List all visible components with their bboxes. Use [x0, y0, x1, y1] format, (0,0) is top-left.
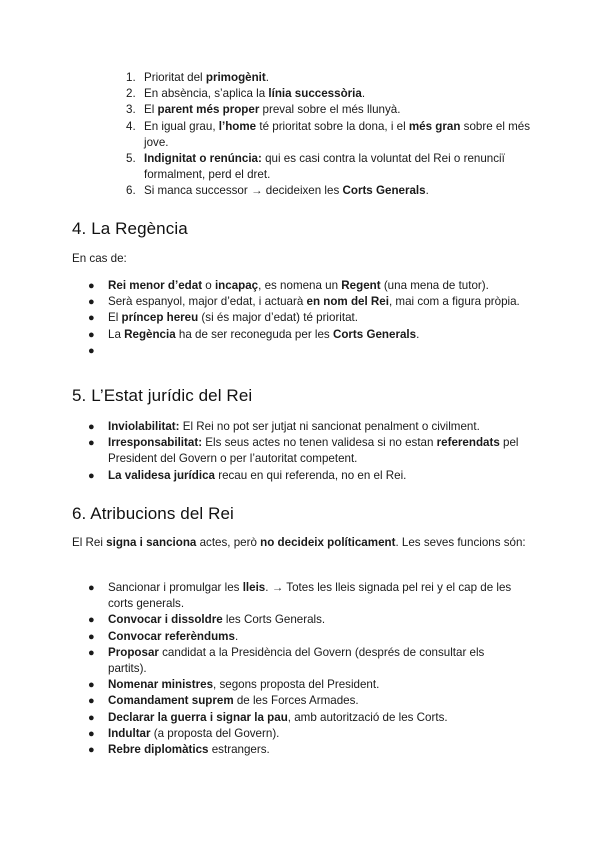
text-run: El Rei: [72, 536, 107, 549]
text-run: En igual grau,: [144, 119, 219, 133]
bullet-list-item: [84, 419, 524, 435]
text-run: , amb autorització de les Corts.: [287, 710, 448, 724]
bold-text: primogènit: [205, 71, 266, 84]
text-run: El: [144, 103, 158, 117]
list-number: 2.: [126, 87, 136, 101]
text-run: La: [108, 327, 125, 341]
bullet-icon: ●: [88, 695, 95, 708]
bullet-icon: ●: [88, 679, 95, 692]
text-run: preval sobre el més llunyà.: [259, 103, 401, 117]
list-number: 1.: [126, 71, 136, 84]
text-run: En absència, s’aplica la: [144, 87, 269, 101]
bold-text: Indignitat o renúncia:: [144, 152, 262, 166]
bold-text: signa i sanciona: [106, 536, 197, 549]
bullet-icon: ●: [88, 421, 95, 433]
bullet-list-item: [84, 726, 524, 742]
text-run: , segons proposta del President.: [213, 678, 380, 692]
bold-text: Nomenar ministres: [108, 678, 214, 692]
section-4-intro: En cas de:: [72, 252, 127, 265]
text-run: (si és major d’edat) té prioritat.: [198, 311, 358, 325]
numbered-list-item: [120, 102, 540, 118]
bullet-icon: ●: [88, 582, 95, 594]
text-run: estrangers.: [208, 743, 270, 757]
bold-text: Convocar i dissoldre: [108, 613, 223, 627]
text-run: . Les seves funcions són:: [395, 536, 526, 549]
text-run: candidat a la Presidència del Govern (després de consultar els partits).: [108, 645, 485, 676]
numbered-list-item: [120, 86, 540, 102]
bullet-icon: ●: [88, 344, 95, 357]
section-6-intro: [72, 535, 532, 551]
bold-text: Convocar referèndums: [108, 629, 235, 643]
bullet-icon: ●: [88, 630, 95, 643]
text-run: ha de ser reconeguda per les: [175, 327, 333, 341]
bold-text: incapaç: [214, 279, 259, 292]
bullet-list-item: [84, 435, 524, 467]
bullet-icon: ●: [88, 296, 95, 309]
text-run: Prioritat del: [144, 71, 206, 84]
bullet-list-item: [84, 327, 524, 343]
attributions-list: [84, 580, 524, 758]
succession-list: [120, 70, 540, 200]
bold-text: Regència: [124, 327, 176, 341]
text-run: Serà espanyol, major d’edat, i actuarà: [108, 295, 307, 309]
bullet-icon: ●: [88, 312, 95, 325]
text-run: El Rei no pot ser jutjat ni sancionat penalment o civilment.: [179, 420, 480, 433]
text-run: de les Forces Armades.: [233, 694, 359, 708]
bullet-list-item: [84, 278, 524, 294]
text-run: recau en qui referenda, no en el Rei.: [214, 468, 407, 482]
bold-text: Corts Generals: [332, 327, 417, 341]
bold-text: Irresponsabilitat:: [108, 436, 203, 450]
bold-text: Corts Generals: [342, 184, 426, 198]
legal-status-list: [84, 419, 524, 484]
section-6-heading: 6. Atribucions del Rei: [72, 504, 234, 523]
text-run: té prioritat sobre la dona, i el: [256, 119, 409, 133]
bold-text: príncep hereu: [121, 311, 199, 325]
numbered-list-item: [120, 151, 540, 183]
text-run: , mai com a figura pròpia.: [388, 295, 520, 309]
bullet-list-item: [84, 468, 524, 484]
bullet-icon: ●: [88, 646, 95, 659]
bullet-list-item: [84, 742, 524, 758]
text-run: sobre el més jove.: [144, 119, 531, 149]
bullet-icon: ●: [88, 727, 95, 740]
text-run: .: [425, 184, 429, 198]
bold-text: Comandament suprem: [108, 694, 234, 708]
bold-text: Regent: [341, 279, 381, 292]
bold-text: lleis: [242, 581, 266, 594]
list-number: 5.: [126, 152, 136, 166]
text-run: El: [108, 311, 122, 325]
bold-text: l’home: [218, 119, 257, 133]
text-run: Els seus actes no tenen validesa si no estan: [202, 436, 437, 450]
bullet-icon: ●: [88, 744, 95, 757]
section-5-heading: 5. L’Estat jurídic del Rei: [72, 386, 253, 405]
text-run: (una mena de tutor).: [380, 279, 489, 292]
bullet-list-item: [84, 580, 524, 612]
bold-text: Declarar la guerra i signar la pau: [108, 710, 288, 724]
bold-text: no decideix políticament: [260, 536, 396, 549]
bullet-list-item: [84, 294, 524, 310]
text-run: (a proposta del Govern).: [150, 726, 280, 740]
bullet-list-item: [84, 343, 524, 359]
list-number: 6.: [126, 184, 136, 198]
text-run: qui es casi contra la voluntat del Rei o renunciï formalment, perd el dret.: [144, 152, 505, 182]
bullet-icon: ●: [88, 711, 95, 724]
text-run: Si manca successor → decideixen les: [144, 184, 343, 198]
bold-text: Indultar: [108, 726, 151, 740]
bold-text: línia successòria: [268, 87, 362, 101]
bullet-list-item: [84, 645, 524, 677]
bullet-list-item: [84, 710, 524, 726]
text-run: o: [202, 279, 215, 292]
bullet-icon: ●: [88, 614, 95, 627]
text-run: . → Totes les lleis signada pel rei y el cap de les corts generals.: [108, 581, 512, 611]
bold-text: Rebre diplomàtics: [108, 743, 209, 757]
bullet-list-item: [84, 629, 524, 645]
bullet-list-item: [84, 612, 524, 628]
text-run: les Corts Generals.: [222, 613, 326, 627]
bullet-list-item: [84, 677, 524, 693]
list-number: 3.: [126, 103, 136, 117]
text-run: , es nomena un: [258, 279, 342, 292]
bold-text: Rei menor d’edat: [108, 279, 203, 292]
text-run: .: [416, 327, 420, 341]
text-run: actes, però: [196, 536, 261, 549]
numbered-list-item: [120, 119, 540, 151]
text-run: .: [234, 629, 239, 643]
bold-text: més gran: [408, 119, 461, 133]
bold-text: en nom del Rei: [306, 295, 389, 309]
bold-text: La validesa jurídica: [108, 468, 215, 482]
bullet-icon: ●: [88, 328, 95, 341]
section-4-heading: 4. La Regència: [72, 219, 188, 238]
text-run: Sancionar i promulgar les: [108, 581, 243, 594]
bullet-icon: ●: [88, 469, 95, 482]
bold-text: parent més proper: [157, 103, 260, 117]
text-run: .: [265, 71, 269, 84]
text-run: .: [361, 87, 366, 101]
list-number: 4.: [126, 119, 136, 133]
text-run: pel President del Govern o per l’autoritat competent.: [108, 436, 519, 466]
bullet-icon: ●: [88, 437, 95, 450]
bold-text: referendats: [436, 436, 500, 450]
numbered-list-item: [120, 183, 540, 199]
bold-text: Inviolabilitat:: [108, 420, 180, 433]
bullet-list-item: [84, 693, 524, 709]
bullet-list-item: [84, 310, 524, 326]
bullet-icon: ●: [88, 280, 95, 292]
numbered-list-item: [120, 70, 540, 86]
bold-text: Proposar: [108, 645, 159, 659]
regency-list: [84, 278, 524, 359]
